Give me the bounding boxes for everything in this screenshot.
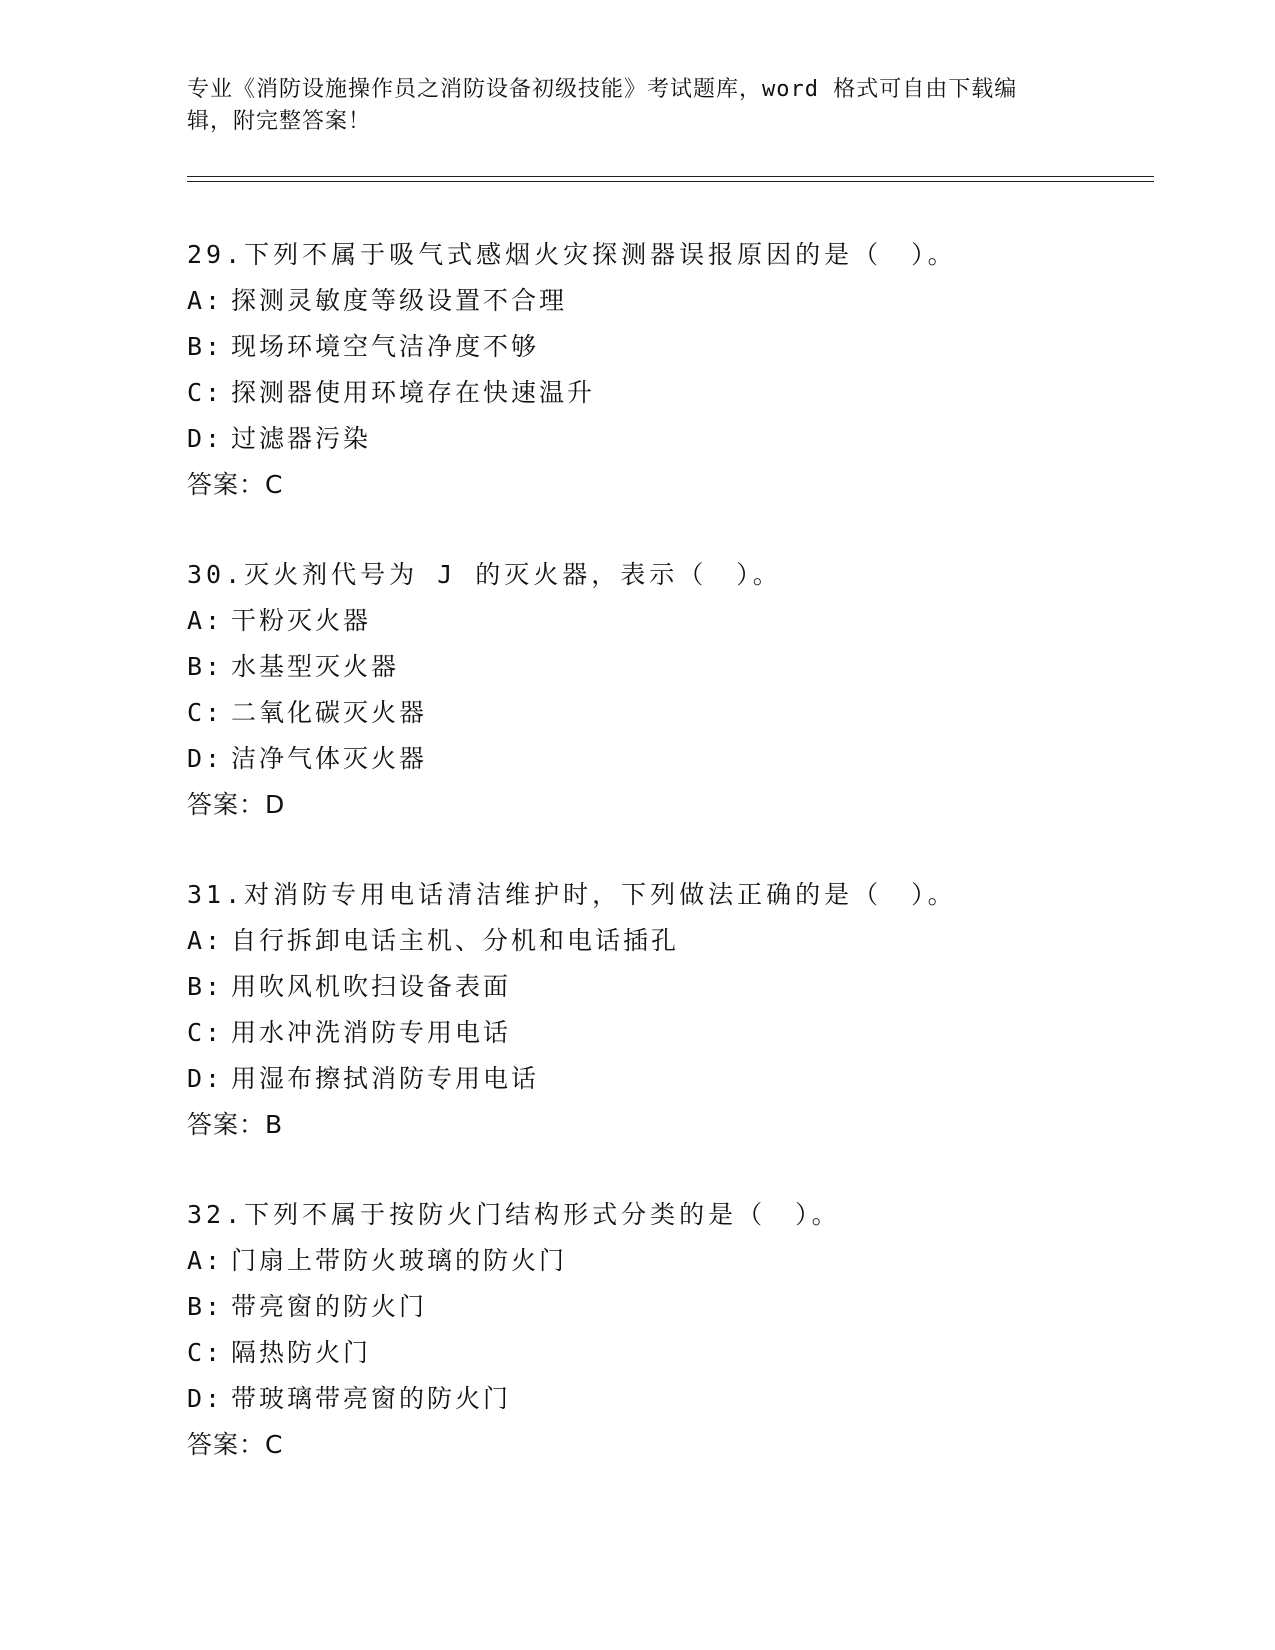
- option-key: A:: [187, 1246, 224, 1275]
- option-key: D:: [187, 1384, 224, 1413]
- option-c: [187, 690, 1147, 736]
- option-c: [187, 370, 1147, 416]
- question-stem: 30.灭火剂代号为 J 的灭火器，表示（ ）。: [187, 560, 782, 589]
- answer-line: 答案：C: [187, 470, 284, 499]
- option-text: 带玻璃带亮窗的防火门: [231, 1384, 512, 1413]
- option-b: [187, 324, 1147, 370]
- option-text: 用吹风机吹扫设备表面: [231, 972, 512, 1001]
- header-line-2: 辑，附完整答案！: [187, 109, 372, 134]
- option-b: [187, 1284, 1147, 1330]
- option-text: 探测器使用环境存在快速温升: [231, 378, 596, 407]
- option-d: [187, 416, 1147, 462]
- option-key: B:: [187, 652, 224, 681]
- option-key: C:: [187, 698, 224, 727]
- option-text: 用湿布擦拭消防专用电话: [231, 1064, 540, 1093]
- option-key: D:: [187, 1064, 224, 1093]
- answer-line: 答案：D: [187, 790, 286, 819]
- option-text: 门扇上带防火玻璃的防火门: [231, 1246, 568, 1275]
- option-key: A:: [187, 606, 224, 635]
- answer-line: 答案：C: [187, 1430, 284, 1459]
- option-key: B:: [187, 1292, 224, 1321]
- option-text: 过滤器污染: [231, 424, 372, 453]
- option-key: B:: [187, 332, 224, 361]
- header-divider-top: [187, 176, 1154, 177]
- option-a: [187, 598, 1147, 644]
- question-29: [187, 232, 1147, 508]
- option-key: C:: [187, 1018, 224, 1047]
- option-b: [187, 964, 1147, 1010]
- question-stem: 32.下列不属于按防火门结构形式分类的是（ ）。: [187, 1200, 841, 1229]
- header-divider-bottom: [187, 181, 1154, 182]
- option-text: 带亮窗的防火门: [231, 1292, 428, 1321]
- option-text: 现场环境空气洁净度不够: [231, 332, 540, 361]
- option-c: [187, 1330, 1147, 1376]
- option-text: 探测灵敏度等级设置不合理: [231, 286, 568, 315]
- option-text: 二氧化碳灭火器: [231, 698, 428, 727]
- option-key: B:: [187, 972, 224, 1001]
- option-key: A:: [187, 286, 224, 315]
- option-a: [187, 1238, 1147, 1284]
- option-key: C:: [187, 378, 224, 407]
- question-stem: 29.下列不属于吸气式感烟火灾探测器误报原因的是（ ）。: [187, 240, 957, 269]
- question-32: [187, 1192, 1147, 1468]
- option-b: [187, 644, 1147, 690]
- option-text: 干粉灭火器: [231, 606, 372, 635]
- header-line-1: 专业《消防设施操作员之消防设备初级技能》考试题库，word 格式可自由下载编: [187, 77, 1018, 102]
- option-key: A:: [187, 926, 224, 955]
- option-text: 隔热防火门: [231, 1338, 372, 1367]
- option-text: 洁净气体灭火器: [231, 744, 428, 773]
- question-31: [187, 872, 1147, 1148]
- option-d: [187, 1376, 1147, 1422]
- option-d: [187, 736, 1147, 782]
- option-text: 用水冲洗消防专用电话: [231, 1018, 512, 1047]
- option-text: 自行拆卸电话主机、分机和电话插孔: [231, 926, 680, 955]
- option-c: [187, 1010, 1147, 1056]
- option-text: 水基型灭火器: [231, 652, 400, 681]
- answer-line: 答案：B: [187, 1110, 284, 1139]
- option-a: [187, 278, 1147, 324]
- document-header: [187, 74, 1067, 138]
- option-a: [187, 918, 1147, 964]
- option-key: D:: [187, 424, 224, 453]
- option-key: C:: [187, 1338, 224, 1367]
- question-30: [187, 552, 1147, 828]
- question-stem: 31.对消防专用电话清洁维护时，下列做法正确的是（ ）。: [187, 880, 957, 909]
- option-d: [187, 1056, 1147, 1102]
- option-key: D:: [187, 744, 224, 773]
